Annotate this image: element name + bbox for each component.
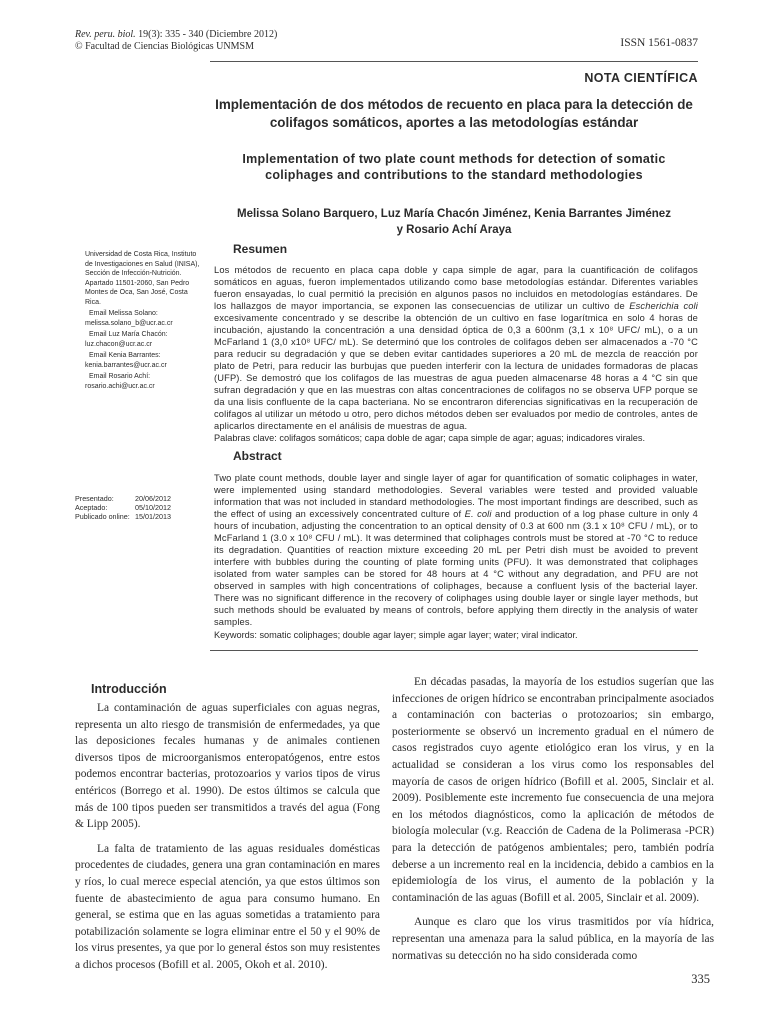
abstract-keywords: Keywords: somatic coliphages; double agar layer; simple agar layer; water; viral indicator. — [214, 630, 578, 640]
body-paragraph: Aunque es claro que los virus trasmitidos por vía hídrica, representan una amenaza para la salud pública, en la mayoría de las normativas su detección no ha sido considerada como — [392, 916, 714, 962]
resumen-italic-term: Escherichia coli — [629, 301, 698, 311]
body-paragraph: La falta de tratamiento de las aguas residuales domésticas procedentes de ciudades, genera una gran contaminación en mares y ríos, lo cual merece especial atención, ya que estos últimos son fuente de abastecimiento de agua para consumo humano. En general, se estima que en las aguas sometidas a tratamiento para potabilización solamente se logra eliminar entre el 50 y el 90% de los virus presentes, ya que por lo general éstos son muy resistentes a dichos procesos (Bofill et al. 2005, Okoh et al. 2010). — [75, 842, 380, 971]
email-label: Email Melissa Solano: — [89, 310, 158, 317]
body-paragraph: La contaminación de aguas superficiales con aguas negras, representa un alto riesgo de transmisión de enfermedades, ya que las deposiciones fecales humanas y de animales contienen diversos tipos de microorganismos enteropatógenos, entre estos podemos encontrar bacterias, protozoarios y varios tipos de virus entéricos (Borrego et al. 1990). De estos últimos se calcula que más de 100 tipos pueden ser transmitidos a través del agua (Fong & Lipp 2005). — [75, 702, 380, 831]
email-address[interactable]: melissa.solano_b@ucr.ac.cr — [85, 319, 173, 327]
authors-line-2: y Rosario Achí Araya — [396, 224, 512, 236]
issn: ISSN 1561-0837 — [620, 37, 698, 49]
date-row — [75, 503, 205, 512]
abstract-rule — [210, 650, 698, 651]
abstract-text-1: Two plate count methods, double layer and single layer of agar for quantification of somatic coliphages in water, were implemented using standard methodologies. Several variables were tested and provided valuable information that was not included in standard methodologies. The most important findings are described, such as the effect of using an excessively concentrated culture of — [214, 473, 698, 519]
resumen-heading: Resumen — [233, 242, 288, 256]
email-label: Email Rosario Achí: — [89, 373, 151, 380]
email-address[interactable]: kenia.barrantes@ucr.ac.cr — [85, 361, 167, 369]
abstract-heading: Abstract — [233, 449, 282, 463]
email-label: Email Luz María Chacón: — [89, 331, 168, 338]
journal-citation — [75, 29, 277, 41]
email-label: Email Kenia Barrantes: — [89, 352, 161, 359]
date-label: Presentado: — [75, 494, 114, 503]
email-address[interactable]: rosario.achi@ucr.ac.cr — [85, 382, 155, 390]
dates-table — [75, 494, 205, 521]
body-column-right — [392, 674, 714, 972]
journal-volume: 19(3): 335 - 340 (Diciembre 2012) — [135, 29, 278, 40]
date-label: Publicado online: — [75, 512, 130, 521]
resumen-text-2: excesivamente concentrado y se describe la obtención de un cultivo en fase logarítmica en solo 4 horas de incubación, ajustando la concentración a una densidad óptica de 0,3 a 600nm (3,1 x 10⁸ UFC/ mL), o a un McFarland 1 (3,0 x10⁸ UFC/ mL). Se determinó que los controles de colifagos deben ser almacenados a -70 °C para reducir su degradación y que se deben evitar cantidades superiores a 20 mL de mezcla de reacción por plato de Petri, para reducir las burbujas que pueden interferir con la lectura de unidades formadoras de placas (UFP). Se demostró que los colifagos de las muestras de agua pueden almacenarse 48 horas a 4 °C sin que sufran degradación y que en las muestras con altas concentraciones de colifagos no se observa UFP porque se da una lisis confluente de la capa bacteriana. No se encontraron diferencias significativas en la recuperación de colifagos al utilizar un método u otro, pero dichos métodos deben ser evaluados por medio de controles, antes de aplicarlos directamente en el análisis de muestras de agua. — [214, 313, 698, 431]
date-row — [75, 494, 205, 503]
introduction-heading: Introducción — [91, 682, 167, 696]
email-address[interactable]: luz.chacon@ucr.ac.cr — [85, 340, 153, 348]
publisher: © Facultad de Ciencias Biológicas UNMSM — [75, 41, 254, 52]
journal-name: Rev. peru. biol. — [75, 29, 136, 40]
abstract-text-2: and production of a log phase culture in only 4 hours of incubation, adjusting the concentration to an optical density of 0.3 at 600 nm (3.1 x 10⁸ CFU / mL), or to McFarland 1 (3.0 x 10⁸ CFU / mL). It was determined that coliphages controls must be stored at -70 °C to reduce its degradation. Quantities of reaction mixture exceeding 20 mL per Petri dish must be avoided to prevent interfere with bubbles during the counting of plate forming units (PFU). It was demonstrated that coliphages isolated from water samples can be stored for 48 hours at 4 °C without any degradation, and PFU are not observed in samples with high concentrations of coliphages, because a confluent lysis of the bacterial layer. There was no significant difference in the recovery of coliphages using double layer or single layer methods, but such methods should be evaluated by means of controls, before applying them directly in the analysis of water samples. — [214, 509, 698, 627]
date-label: Aceptado: — [75, 503, 108, 512]
abstract-italic-term: E. coli — [464, 509, 492, 519]
date-value: 05/10/2012 — [135, 503, 171, 512]
resumen-body — [214, 264, 698, 432]
title-english: Implementation of two plate count methods for detection of somatic coliphages and contributions to the standard methodologies — [242, 152, 666, 182]
journal-header — [75, 29, 277, 53]
resumen-text-1: Los métodos de recuento en placa capa doble y capa simple de agar, para la cuantificación de colifagos somáticos en aguas, fueron implementados utilizando como base metodologías estándar. Diferentes variables fueron ensayadas, lo cual permitió la precisión en algunos pasos no incluidos en metodologías estándares. De los hallazgos de mayor importancia, se exponen las consecuencias de utilizar un cultivo de — [214, 265, 698, 311]
title-spanish: Implementación de dos métodos de recuento en placa para la detección de colifagos somáticos, aportes a las metodologías estándar — [215, 97, 693, 130]
body-paragraph: En décadas pasadas, la mayoría de los estudios sugerían que las infecciones de origen hídrico se encontraban principalmente asociados a contaminación con bacterias o protozoarios; sin embargo, posteriormente se observó un incremento gradual en el número de casos registrados cuyo agente etiológico eran los virus, y en la actualidad se consideran a los virus como los responsables del mayoría de casos de origen hídrico (Bofill et al. 2005, Sinclair et al. 2009). Posiblemente este incremento fue consecuencia de una mejora en los métodos diagnósticos, como la aplicación de métodos de biología molecular (v.g. Reacción de Cadena de la Polimerasa -PCR) para la detección de patógenos ambientales; pero, también podría deberse a un incremento real en la incidencia, debido a cambios en la epidemiología de los virus, el aumento de la población y la contaminación de las aguas (Bofill et al. 2005, Sinclair et al. 2009). — [392, 676, 714, 904]
date-row — [75, 512, 205, 521]
date-value: 15/01/2013 — [135, 512, 171, 521]
section-label: NOTA CIENTÍFICA — [584, 71, 698, 85]
resumen-keywords: Palabras clave: colifagos somáticos; capa doble de agar; capa simple de agar; aguas; indicadores virales. — [214, 433, 646, 443]
authors-line-1: Melissa Solano Barquero, Luz María Chacón Jiménez, Kenia Barrantes Jiménez — [237, 208, 671, 220]
affiliation: Universidad de Costa Rica, Instituto de Investigaciones en Salud (INISA), Sección de Infección-Nutrición. Apartado 11501-2060, San Pedro Montes de Oca, San José, Costa Rica. — [85, 251, 200, 306]
page-number: 335 — [691, 972, 710, 986]
body-column-left — [75, 700, 380, 982]
affiliation-block — [85, 250, 205, 393]
date-value: 20/06/2012 — [135, 494, 171, 503]
authors — [210, 206, 698, 238]
header-rule — [210, 61, 698, 62]
abstract-body — [214, 472, 698, 628]
